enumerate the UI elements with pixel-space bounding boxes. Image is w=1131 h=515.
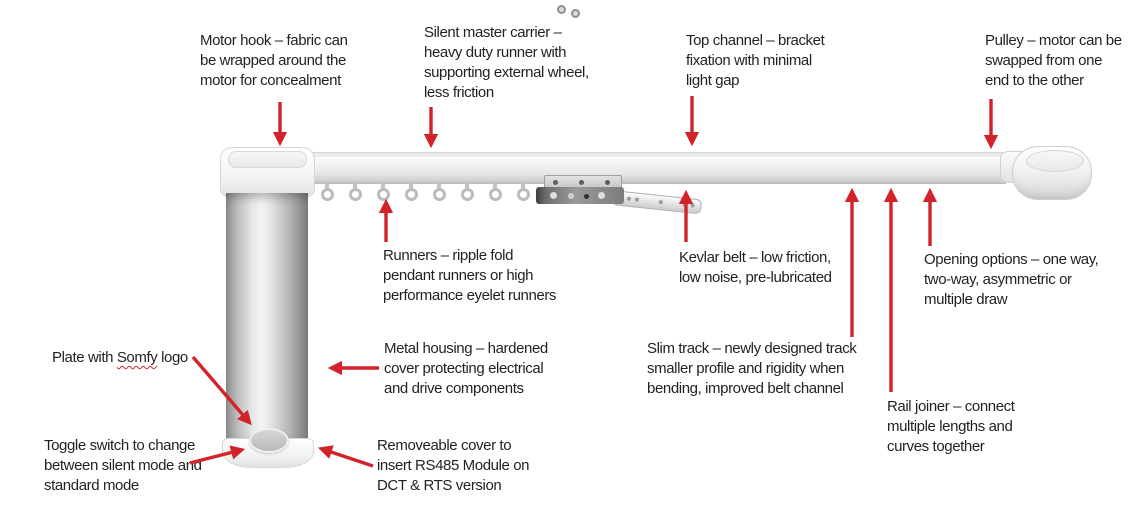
label-line: end to the other: [985, 72, 1084, 89]
wheel-icon: [568, 193, 574, 199]
screw-icon: [579, 180, 584, 185]
runner-hook: [376, 182, 390, 204]
label-line: less friction: [424, 84, 494, 101]
label-line: multiple draw: [924, 291, 1008, 308]
label-line: Runners – ripple fold: [383, 247, 514, 264]
arm-hole-icon: [690, 203, 694, 207]
motor-metal-housing: [226, 193, 308, 443]
screw-detail-icon: [571, 9, 580, 18]
wheel-icon: [598, 192, 605, 199]
label-metal-housing: [384, 339, 548, 399]
hook-ring: [377, 188, 390, 201]
wheel-icon: [550, 192, 557, 199]
label-line: Removeable cover to: [377, 437, 512, 454]
label-line: Silent master carrier –: [424, 24, 562, 41]
hook-ring: [433, 188, 446, 201]
belt-hole-icon: [584, 194, 589, 199]
label-line: two-way, asymmetric or: [924, 271, 1072, 288]
arrow-removeable-cover: [322, 449, 373, 466]
pulley-top-face: [1026, 150, 1084, 172]
label-opening-options: [924, 250, 1098, 310]
label-line: Motor hook – fabric can: [200, 32, 348, 49]
label-line: swapped from one: [985, 52, 1103, 69]
top-channel-lip: [300, 153, 1006, 158]
label-line: Metal housing – hardened: [384, 340, 548, 357]
hook-ring: [461, 188, 474, 201]
label-removeable-cover: [377, 436, 529, 496]
label-line: Toggle switch to change: [44, 437, 195, 454]
screw-icon: [605, 180, 610, 185]
label-toggle-switch: [44, 436, 202, 496]
label-kevlar-belt: [679, 248, 832, 288]
label-line: multiple lengths and: [887, 418, 1013, 435]
label-line: curves together: [887, 438, 985, 455]
label-line: Pulley – motor can be: [985, 32, 1122, 49]
label-line: be wrapped around the: [200, 52, 346, 69]
hook-ring: [489, 188, 502, 201]
label-line: DCT & RTS version: [377, 477, 502, 494]
label-slim-track: [647, 339, 856, 399]
runner-hook: [320, 182, 334, 204]
arm-hole-icon: [635, 197, 639, 201]
label-line: smaller profile and rigidity when: [647, 360, 844, 377]
label-line: light gap: [686, 72, 740, 89]
hook-ring: [405, 188, 418, 201]
arm-hole-icon: [659, 200, 663, 204]
master-carrier-body: [536, 187, 624, 204]
runner-hook: [516, 182, 530, 204]
label-line: between silent mode and: [44, 457, 202, 474]
somfy-logo-plate: [249, 428, 289, 453]
plate-text-pre: Plate with: [52, 349, 117, 366]
label-line: cover protecting electrical: [384, 360, 544, 377]
label-line: insert RS485 Module on: [377, 457, 530, 474]
label-line: pendant runners or high: [383, 267, 534, 284]
label-line: heavy duty runner with: [424, 44, 567, 61]
label-line: supporting external wheel,: [424, 64, 589, 81]
arm-hole-icon: [627, 197, 631, 201]
label-silent-master-carrier: [424, 23, 589, 103]
label-pulley: [985, 31, 1122, 91]
runner-hook: [488, 182, 502, 204]
label-line: motor for concealment: [200, 72, 341, 89]
label-line: low noise, pre-lubricated: [679, 269, 832, 286]
carrier-support-arm: [611, 190, 702, 214]
arm-hole-icon: [682, 202, 686, 206]
label-line: Opening options – one way,: [924, 251, 1099, 268]
screw-icon: [553, 180, 558, 185]
label-motor-hook: [200, 31, 348, 91]
label-line: Top channel – bracket: [686, 32, 825, 49]
hook-ring: [349, 188, 362, 201]
label-rail-joiner: [887, 397, 1015, 457]
label-line: Slim track – newly designed track: [647, 340, 857, 357]
label-line: Kevlar belt – low friction,: [679, 249, 831, 266]
runner-hook: [432, 182, 446, 204]
hook-ring: [321, 188, 334, 201]
hook-ring: [517, 188, 530, 201]
plate-text-post: logo: [157, 349, 188, 366]
runner-hook: [348, 182, 362, 204]
screw-detail-icon: [557, 5, 566, 14]
label-top-channel: [686, 31, 824, 91]
label-runners: [383, 246, 556, 306]
label-line: fixation with minimal: [686, 52, 812, 69]
label-line: Rail joiner – connect: [887, 398, 1015, 415]
motor-hook-plate: [228, 151, 307, 168]
label-line: performance eyelet runners: [383, 287, 557, 304]
runner-hook: [460, 182, 474, 204]
label-line: and drive components: [384, 380, 524, 397]
somfy-brand-word: Somfy: [116, 349, 158, 366]
label-line: standard mode: [44, 477, 139, 494]
runner-hook: [404, 182, 418, 204]
label-plate-somfy-logo: [52, 348, 188, 368]
label-line: bending, improved belt channel: [647, 380, 844, 397]
label-line: [52, 348, 188, 368]
